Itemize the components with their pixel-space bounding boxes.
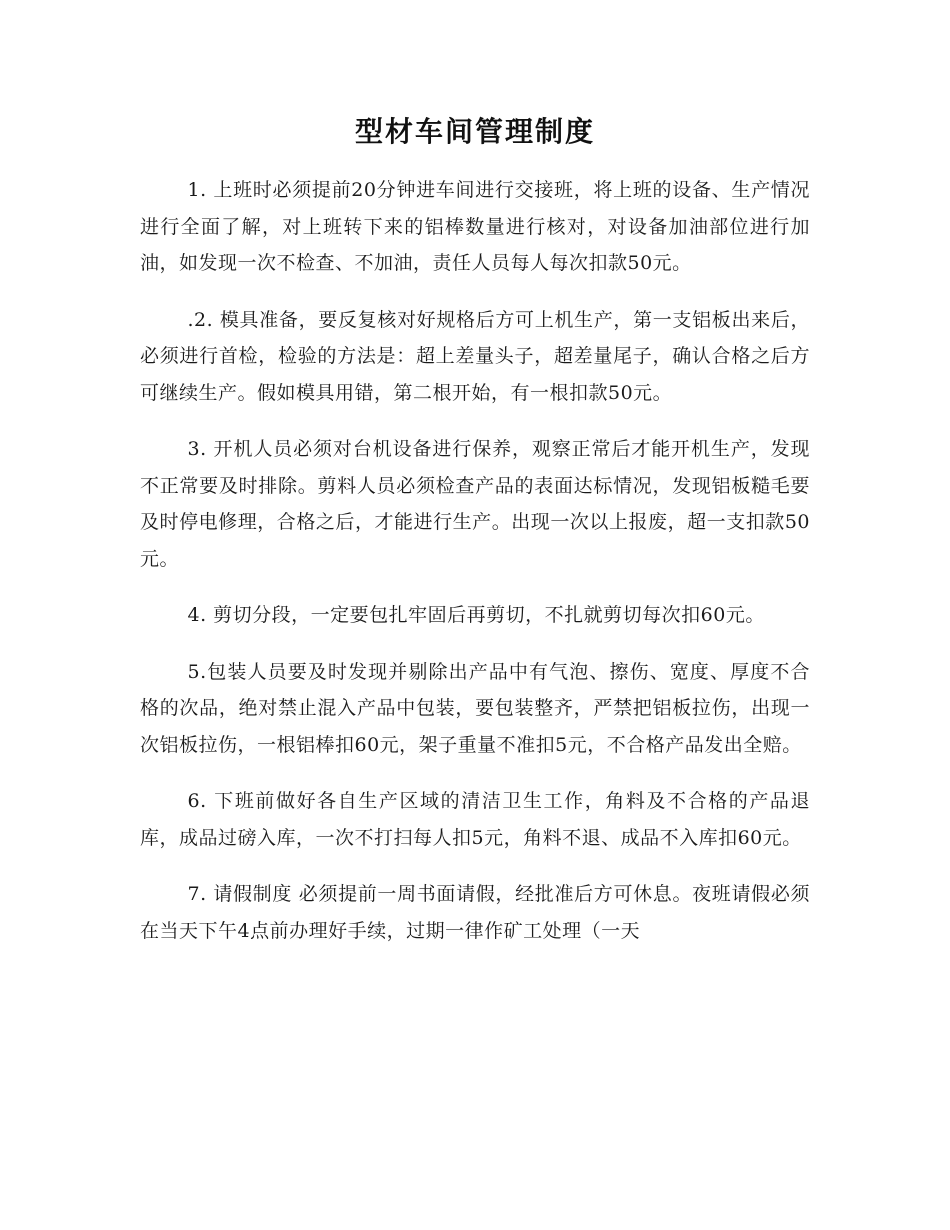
rule-paragraph-1: 1. 上班时必须提前20分钟进车间进行交接班，将上班的设备、生产情况进行全面了解，对上班转下来的铝棒数量进行核对，对设备加油部位进行加油，如发现一次不检查、不加油，责任人员每人每次扣款50元。 — [140, 179, 810, 274]
rule-paragraph-7: 7. 请假制度 必须提前一周书面请假，经批准后方可休息。夜班请假必须在当天下午4点前办理好手续，过期一律作矿工处理（一天 — [140, 883, 810, 942]
document-title: 型材车间管理制度 — [354, 115, 595, 148]
rule-paragraph-5: 5.包装人员要及时发现并剔除出产品中有气泡、擦伤、宽度、厚度不合格的次品，绝对禁止混入产品中包装，要包装整齐，严禁把铝板拉伤，出现一次铝板拉伤，一根铝棒扣60元，架子重量不准扣5元，不合格产品发出全赔。 — [140, 660, 810, 756]
rule-paragraph-2: .2. 模具准备，要反复核对好规格后方可上机生产，第一支铝板出来后，必须进行首检，检验的方法是：超上差量头子，超差量尾子，确认合格之后方可继续生产。假如模具用错，第二根开始，有一根扣款50元。 — [140, 308, 810, 404]
rule-paragraph-6: 6. 下班前做好各自生产区域的清洁卫生工作，角料及不合格的产品退库，成品过磅入库，一次不打扫每人扣5元，角料不退、成品不入库扣60元。 — [140, 790, 810, 849]
rule-paragraph-4: 4. 剪切分段，一定要包扎牢固后再剪切，不扎就剪切每次扣60元。 — [187, 604, 765, 626]
rule-paragraph-3: 3. 开机人员必须对台机设备进行保养，观察正常后才能开机生产，发现不正常要及时排除。剪料人员必须检查产品的表面达标情况，发现铝板糙毛要及时停电修理，合格之后，才能进行生产。出现一次以上报废，超一支扣款50元。 — [140, 438, 810, 570]
